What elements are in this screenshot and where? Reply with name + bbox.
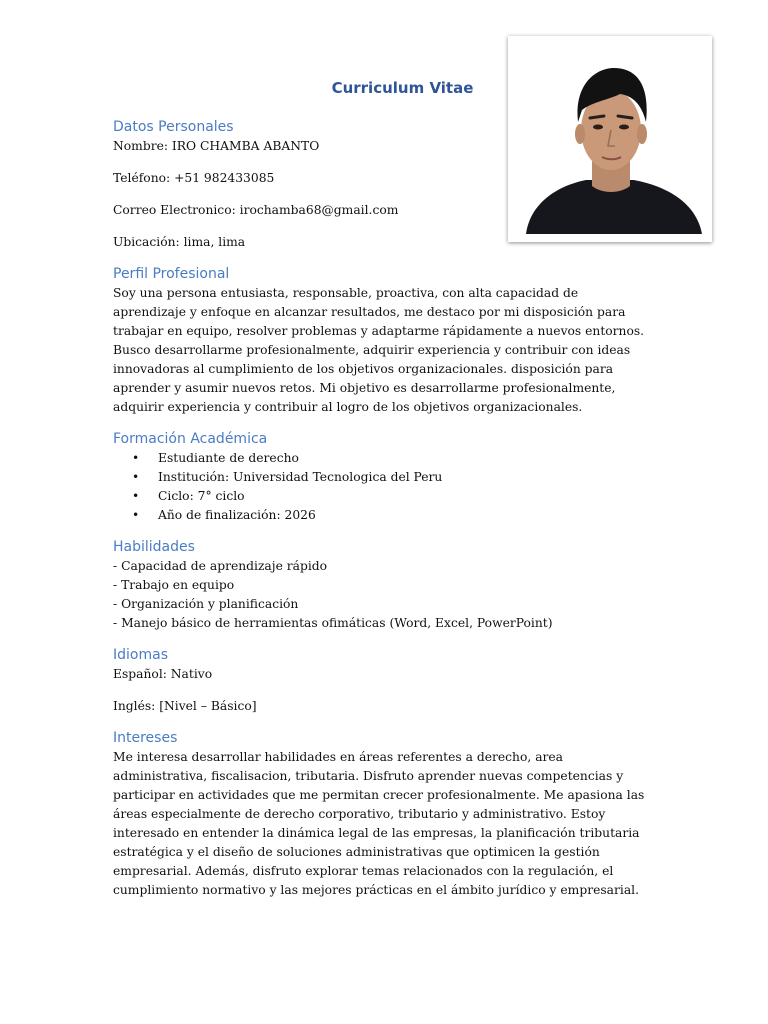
skill-item: - Manejo básico de herramientas ofimáticas (Word, Excel, PowerPoint) [113, 616, 553, 630]
skills-list [113, 557, 653, 633]
skill-item: - Organización y planificación [113, 597, 299, 611]
skill-item: - Trabajo en equipo [113, 578, 235, 592]
education-item: • Institución: Universidad Tecnologica del Peru [113, 468, 653, 487]
profile-text: Soy una persona entusiasta, responsable, proactiva, con alta capacidad de aprendizaje y enfoque en alcanzar resultados, me destaco por mi disposición para trabajar en equipo, resolver problemas y adaptarme rápidamente a nuevos entornos. Busco desarrollarme profesionalmente, adquirir experiencia y contribuir con ideas innovadoras al cumplimiento de los objetivos organizacionales. disposición para aprender y asumir nuevos retos. Mi objetivo es desarrollarme profesionalmente, adquirir experiencia y contribuir al logro de los objetivos organizacionales. [113, 286, 645, 414]
profile-heading: Perfil Profesional [113, 266, 230, 282]
email-line: Correo Electronico: irochamba68@gmail.com [113, 203, 399, 217]
bullet-icon: • [132, 451, 140, 465]
english-line: Inglés: [Nivel – Básico] [113, 699, 257, 713]
bullet-icon: • [132, 470, 140, 484]
education-item: • Ciclo: 7° ciclo [113, 487, 653, 506]
education-section [113, 429, 653, 525]
cv-content [113, 117, 653, 900]
name-line: Nombre: IRO CHAMBA ABANTO [113, 139, 320, 153]
education-item: • Año de finalización: 2026 [113, 506, 653, 525]
document-title: Curriculum Vitae [331, 79, 474, 97]
spanish-line: Español: Nativo [113, 667, 213, 681]
interests-heading: Intereses [113, 730, 178, 746]
interests-section [113, 728, 653, 900]
skills-section [113, 537, 653, 633]
languages-heading: Idiomas [113, 647, 168, 663]
profile-section [113, 264, 653, 417]
education-list [113, 449, 653, 525]
education-heading: Formación Académica [113, 431, 268, 447]
skill-item: - Capacidad de aprendizaje rápido [113, 559, 328, 573]
bullet-icon: • [132, 508, 140, 522]
languages-section [113, 645, 653, 716]
phone-line: Teléfono: +51 982433085 [113, 171, 275, 185]
education-item: • Estudiante de derecho [113, 449, 653, 468]
location-line: Ubicación: lima, lima [113, 235, 246, 249]
personal-data-section [113, 117, 653, 252]
bullet-icon: • [132, 489, 140, 503]
personal-data-heading: Datos Personales [113, 119, 234, 135]
skills-heading: Habilidades [113, 539, 195, 555]
interests-text: Me interesa desarrollar habilidades en áreas referentes a derecho, area administrativa, fiscalisacion, tributaria. Disfruto aprender nuevas competencias y participar en actividades que me permitan crecer profesionalmente. Me apasiona las áreas especialmente de derecho corporativo, tributario y administrativo. Estoy interesado en entender la dinámica legal de las empresas, la planificación tributaria estratégica y el diseño de soluciones administrativas que optimicen la gestión empresarial. Además, disfruto explorar temas relacionados con la regulación, el cumplimiento normativo y las mejores prácticas en el ámbito jurídico y empresarial. [113, 750, 645, 897]
